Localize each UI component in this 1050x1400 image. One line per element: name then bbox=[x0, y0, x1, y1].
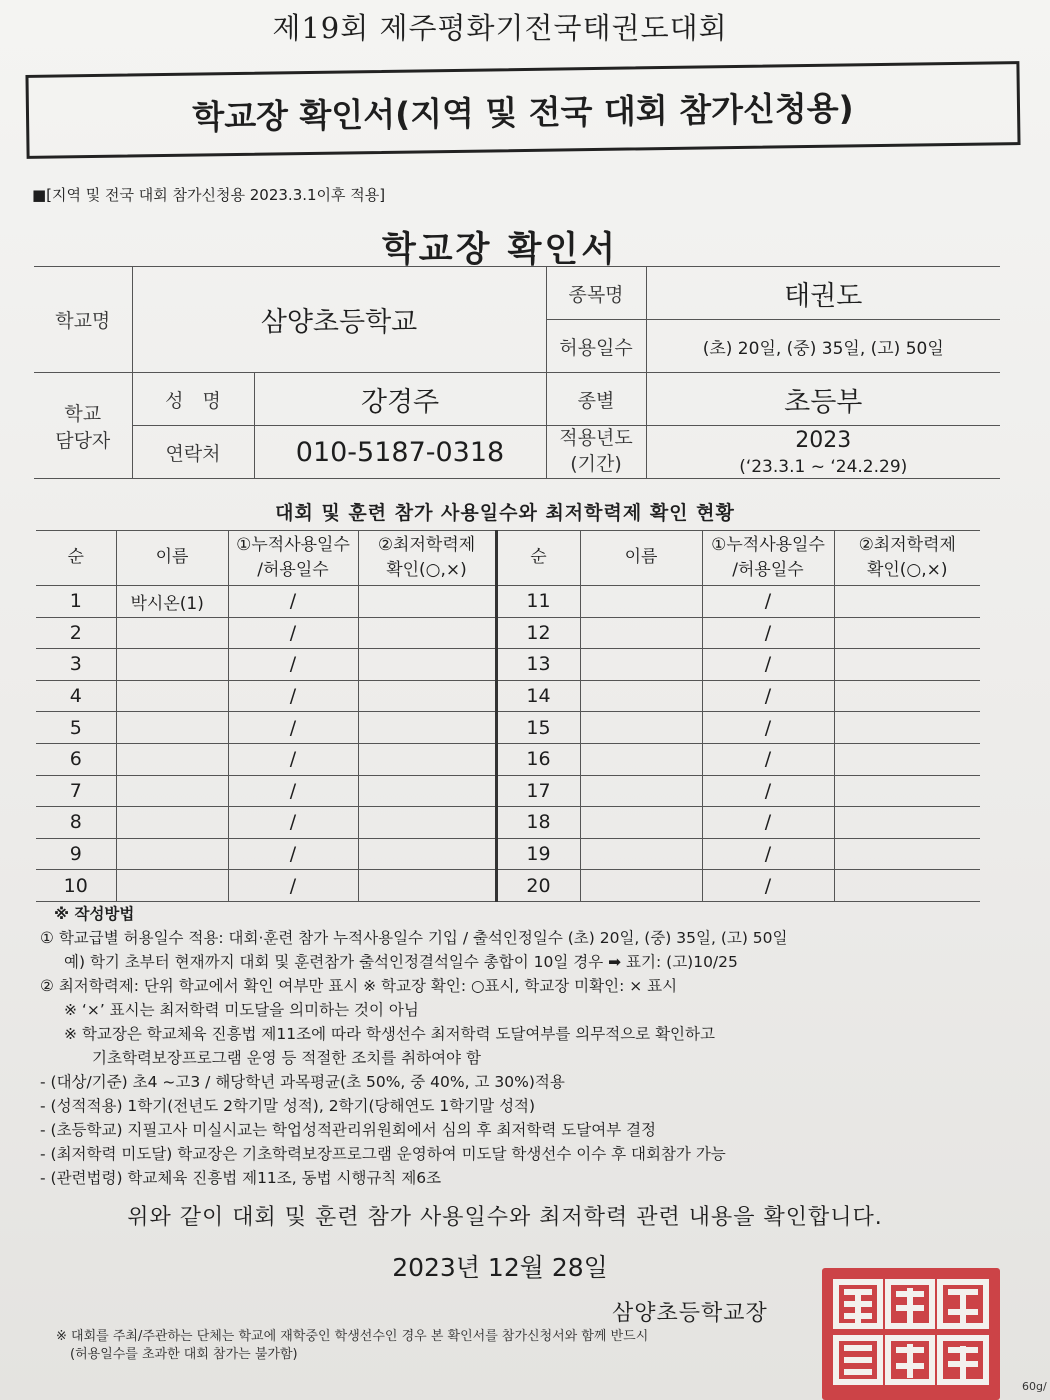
row-no: 7 bbox=[36, 775, 116, 807]
table-row bbox=[36, 743, 980, 775]
table-row bbox=[36, 586, 980, 618]
row-academic bbox=[358, 680, 496, 712]
roster-table bbox=[36, 530, 980, 902]
writing-instructions bbox=[40, 902, 970, 1190]
form-note: ■[지역 및 전국 대회 참가신청용 2023.3.1이후 적용] bbox=[32, 186, 386, 204]
division-value: 초등부 bbox=[646, 373, 1000, 426]
header-academic: ②최저학력제 확인(○,×) bbox=[834, 531, 980, 586]
row-name bbox=[580, 680, 702, 712]
manager-label: 학교 담당자 bbox=[34, 373, 132, 479]
row-academic bbox=[358, 649, 496, 681]
row-academic bbox=[358, 807, 496, 839]
instruction-line: - (관련법령) 학교체육 진흥법 제11조, 동법 시행규칙 제6조 bbox=[40, 1169, 442, 1188]
row-academic bbox=[358, 870, 496, 902]
row-days: / bbox=[702, 586, 834, 618]
row-academic bbox=[834, 775, 980, 807]
row-days: / bbox=[228, 617, 358, 649]
row-days: / bbox=[702, 743, 834, 775]
division-label: 종별 bbox=[546, 373, 646, 426]
table-row bbox=[36, 807, 980, 839]
row-name bbox=[116, 775, 228, 807]
instruction-line: 기초학력보장프로그램 운영 등 적절한 조치를 취하여야 함 bbox=[92, 1049, 481, 1068]
confirmation-statement: 위와 같이 대회 및 훈련 참가 사용일수와 최저학력 관련 내용을 확인합니다. bbox=[127, 1205, 883, 1230]
table-row bbox=[36, 712, 980, 744]
row-name bbox=[580, 870, 702, 902]
period-value: (‘23.3.1 ~ ‘24.2.29) bbox=[739, 456, 908, 477]
school-info-table bbox=[34, 266, 1000, 479]
row-academic bbox=[358, 617, 496, 649]
row-no: 3 bbox=[36, 649, 116, 681]
row-days: / bbox=[702, 870, 834, 902]
row-name bbox=[580, 712, 702, 744]
contact-label: 연락처 bbox=[132, 426, 254, 479]
row-name bbox=[580, 807, 702, 839]
row-days: / bbox=[228, 680, 358, 712]
row-academic bbox=[834, 743, 980, 775]
name-label: 성 명 bbox=[132, 373, 254, 426]
row-name bbox=[580, 649, 702, 681]
instruction-line: - (초등학교) 지필고사 미실시교는 학업성적관리위원회에서 심의 후 최저학력 도달여부 결정 bbox=[40, 1121, 657, 1140]
row-name bbox=[116, 617, 228, 649]
row-no: 6 bbox=[36, 743, 116, 775]
row-name bbox=[116, 743, 228, 775]
row-days: / bbox=[228, 586, 358, 618]
row-days: / bbox=[228, 775, 358, 807]
row-no: 9 bbox=[36, 838, 116, 870]
row-no: 18 bbox=[496, 807, 580, 839]
header-name: 이름 bbox=[580, 531, 702, 586]
row-days: / bbox=[228, 838, 358, 870]
row-no: 17 bbox=[496, 775, 580, 807]
table-row bbox=[36, 649, 980, 681]
row-name bbox=[116, 680, 228, 712]
contact-value: 010-5187-0318 bbox=[254, 426, 546, 479]
row-days: / bbox=[702, 775, 834, 807]
instructions-heading: ※ 작성방법 bbox=[54, 905, 135, 923]
row-academic bbox=[834, 586, 980, 618]
header-days: ①누적사용일수 /허용일수 bbox=[228, 531, 358, 586]
row-no: 10 bbox=[36, 870, 116, 902]
allowed-days-label: 허용일수 bbox=[546, 320, 646, 373]
instruction-line: ② 최저학력제: 단위 학교에서 확인 여부만 표시 ※ 학교장 확인: ○표시, 학교장 미확인: × 표시 bbox=[40, 977, 678, 996]
year-cell bbox=[646, 426, 1000, 479]
edge-text: 60g/ bbox=[1022, 1380, 1047, 1393]
row-academic bbox=[834, 838, 980, 870]
row-academic bbox=[834, 617, 980, 649]
row-academic bbox=[834, 712, 980, 744]
seal-graphic bbox=[822, 1268, 1000, 1400]
row-no: 12 bbox=[496, 617, 580, 649]
school-label: 학교명 bbox=[34, 267, 132, 373]
row-no: 20 bbox=[496, 870, 580, 902]
row-no: 1 bbox=[36, 586, 116, 618]
row-academic bbox=[834, 870, 980, 902]
row-academic bbox=[358, 712, 496, 744]
row-days: / bbox=[228, 870, 358, 902]
row-name bbox=[580, 775, 702, 807]
instruction-line: 예) 학기 초부터 현재까지 대회 및 훈련참가 출석인정결석일수 총합이 10일 경우 ➡ 표기: (고)10/25 bbox=[64, 953, 738, 972]
school-value: 삼양초등학교 bbox=[132, 267, 546, 373]
instruction-line: ※ 학교장은 학교체육 진흥법 제11조에 따라 학생선수 최저학력 도달여부를 의무적으로 확인하고 bbox=[64, 1025, 715, 1044]
row-days: / bbox=[702, 680, 834, 712]
year-value: 2023 bbox=[795, 427, 852, 453]
header-academic: ②최저학력제 확인(○,×) bbox=[358, 531, 496, 586]
instruction-line: - (대상/기준) 초4 ~고3 / 해당학년 과목평균(초 50%, 중 40%, 고 30%)적용 bbox=[40, 1073, 565, 1092]
header-no: 순 bbox=[496, 531, 580, 586]
footnote-line-2: (허용일수를 초과한 대회 참가는 불가함) bbox=[70, 1347, 298, 1363]
document-title: 학교장 확인서(지역 및 전국 대회 참가신청용) bbox=[192, 87, 854, 137]
table-row bbox=[36, 838, 980, 870]
instruction-line: - (최저학력 미도달) 학교장은 기초학력보장프로그램 운영하여 미도달 학생선수 이수 후 대회참가 가능 bbox=[40, 1145, 726, 1164]
row-name bbox=[116, 807, 228, 839]
row-academic bbox=[834, 649, 980, 681]
row-academic bbox=[358, 743, 496, 775]
row-no: 19 bbox=[496, 838, 580, 870]
row-days: / bbox=[702, 712, 834, 744]
row-name bbox=[116, 870, 228, 902]
row-academic bbox=[834, 680, 980, 712]
header-days: ①누적사용일수 /허용일수 bbox=[702, 531, 834, 586]
document-title-box bbox=[25, 61, 1020, 159]
row-name: 박시온(1) bbox=[116, 586, 228, 618]
footnote-line-1: ※ 대회를 주최/주관하는 단체는 학교에 재학중인 학생선수인 경우 본 확인서를 참가신청서와 함께 반드시 bbox=[56, 1329, 649, 1344]
row-no: 13 bbox=[496, 649, 580, 681]
row-name bbox=[116, 838, 228, 870]
row-days: / bbox=[228, 743, 358, 775]
header-no: 순 bbox=[36, 531, 116, 586]
header-name: 이름 bbox=[116, 531, 228, 586]
row-name bbox=[580, 838, 702, 870]
row-no: 8 bbox=[36, 807, 116, 839]
row-days: / bbox=[228, 712, 358, 744]
footnote bbox=[56, 1328, 648, 1364]
row-days: / bbox=[228, 807, 358, 839]
instruction-line: ※ ‘×’ 표시는 최저학력 미도달을 의미하는 것이 아님 bbox=[64, 1001, 419, 1020]
row-no: 2 bbox=[36, 617, 116, 649]
row-name bbox=[116, 712, 228, 744]
row-academic bbox=[358, 775, 496, 807]
row-no: 14 bbox=[496, 680, 580, 712]
confirmation-date: 2023년 12월 28일 bbox=[392, 1253, 608, 1282]
roster-title: 대회 및 훈련 참가 사용일수와 최저학력제 확인 현황 bbox=[275, 502, 735, 524]
row-academic bbox=[358, 586, 496, 618]
row-days: / bbox=[702, 838, 834, 870]
row-no: 4 bbox=[36, 680, 116, 712]
form-title: 학교장 확인서 bbox=[381, 230, 619, 270]
table-row bbox=[36, 775, 980, 807]
row-name bbox=[116, 649, 228, 681]
row-name bbox=[580, 743, 702, 775]
row-academic bbox=[834, 807, 980, 839]
table-row bbox=[36, 680, 980, 712]
row-days: / bbox=[702, 649, 834, 681]
row-days: / bbox=[702, 617, 834, 649]
signer-principal: 삼양초등학교장 bbox=[612, 1301, 768, 1326]
row-no: 5 bbox=[36, 712, 116, 744]
official-seal-stamp bbox=[822, 1268, 1000, 1400]
row-name bbox=[580, 617, 702, 649]
roster-header-row bbox=[36, 531, 980, 586]
sport-label: 종목명 bbox=[546, 267, 646, 320]
sport-value: 태권도 bbox=[646, 267, 1000, 320]
row-days: / bbox=[228, 649, 358, 681]
year-label: 적용년도 (기간) bbox=[546, 426, 646, 479]
allowed-days-value: (초) 20일, (중) 35일, (고) 50일 bbox=[646, 320, 1000, 373]
row-academic bbox=[358, 838, 496, 870]
instruction-line: - (성적적용) 1학기(전년도 2학기말 성적), 2학기(당해연도 1학기말 성적) bbox=[40, 1097, 536, 1116]
instruction-line: ① 학교급별 허용일수 적용: 대회·훈련 참가 누적사용일수 기입 / 출석인정일수 (초) 20일, (중) 35일, (고) 50일 bbox=[40, 929, 788, 948]
row-no: 11 bbox=[496, 586, 580, 618]
row-no: 16 bbox=[496, 743, 580, 775]
name-value: 강경주 bbox=[254, 373, 546, 426]
row-days: / bbox=[702, 807, 834, 839]
row-no: 15 bbox=[496, 712, 580, 744]
event-title: 제19회 제주평화기전국태권도대회 bbox=[272, 11, 728, 45]
table-row bbox=[36, 870, 980, 902]
table-row bbox=[36, 617, 980, 649]
row-name bbox=[580, 586, 702, 618]
